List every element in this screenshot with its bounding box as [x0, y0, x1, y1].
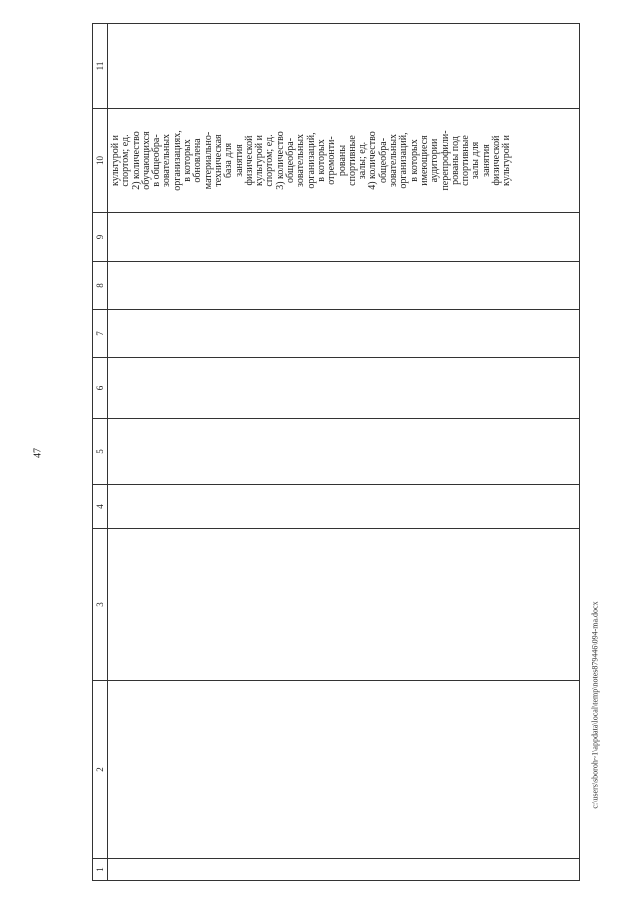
table-cell-11 [108, 24, 580, 109]
data-table [92, 23, 580, 881]
column-header-8: 8 [93, 262, 108, 310]
column-header-2: 2 [93, 681, 108, 859]
column-header-6: 6 [93, 358, 108, 419]
footer-file-path: c:\users\sboroh~1\appdata\local\temp\notes879446\094-ma.docx [590, 601, 600, 809]
table-cell-9 [108, 213, 580, 262]
table-cell-5 [108, 419, 580, 485]
table-cell-4 [108, 485, 580, 529]
table-cell-10 [108, 109, 580, 213]
column-header-10: 10 [93, 109, 108, 213]
column-header-3: 3 [93, 529, 108, 681]
table-cell-2 [108, 681, 580, 859]
table-cell-3 [108, 529, 580, 681]
column-header-9: 9 [93, 213, 108, 262]
indicator-text: культурой и спортом; ед. 2) количество обучающихся в общеобра- зовательных организациях, в которых обновлена материально- техническая база для занятия физической культурой и спортом; ед. 3) количество общеобра- зовательных организаций, в которых отремонти- рованы спортивные залы; ед. 4) количество общеобра- зовательных организаций, в которых имеющиеся аудитории перепрофили- рованы под спортивные залы для занятия физической культурой и [110, 130, 513, 191]
table-cell-8 [108, 262, 580, 310]
table-container [92, 24, 580, 881]
page-number: 47 [32, 448, 44, 458]
table-cell-7 [108, 310, 580, 358]
column-header-row [93, 24, 108, 881]
column-header-4: 4 [93, 485, 108, 529]
table-cell-6 [108, 358, 580, 419]
column-header-7: 7 [93, 310, 108, 358]
table-cell-1 [108, 859, 580, 881]
table-row [108, 24, 580, 881]
column-header-1: 1 [93, 859, 108, 881]
column-header-5: 5 [93, 419, 108, 485]
column-header-11: 11 [93, 24, 108, 109]
